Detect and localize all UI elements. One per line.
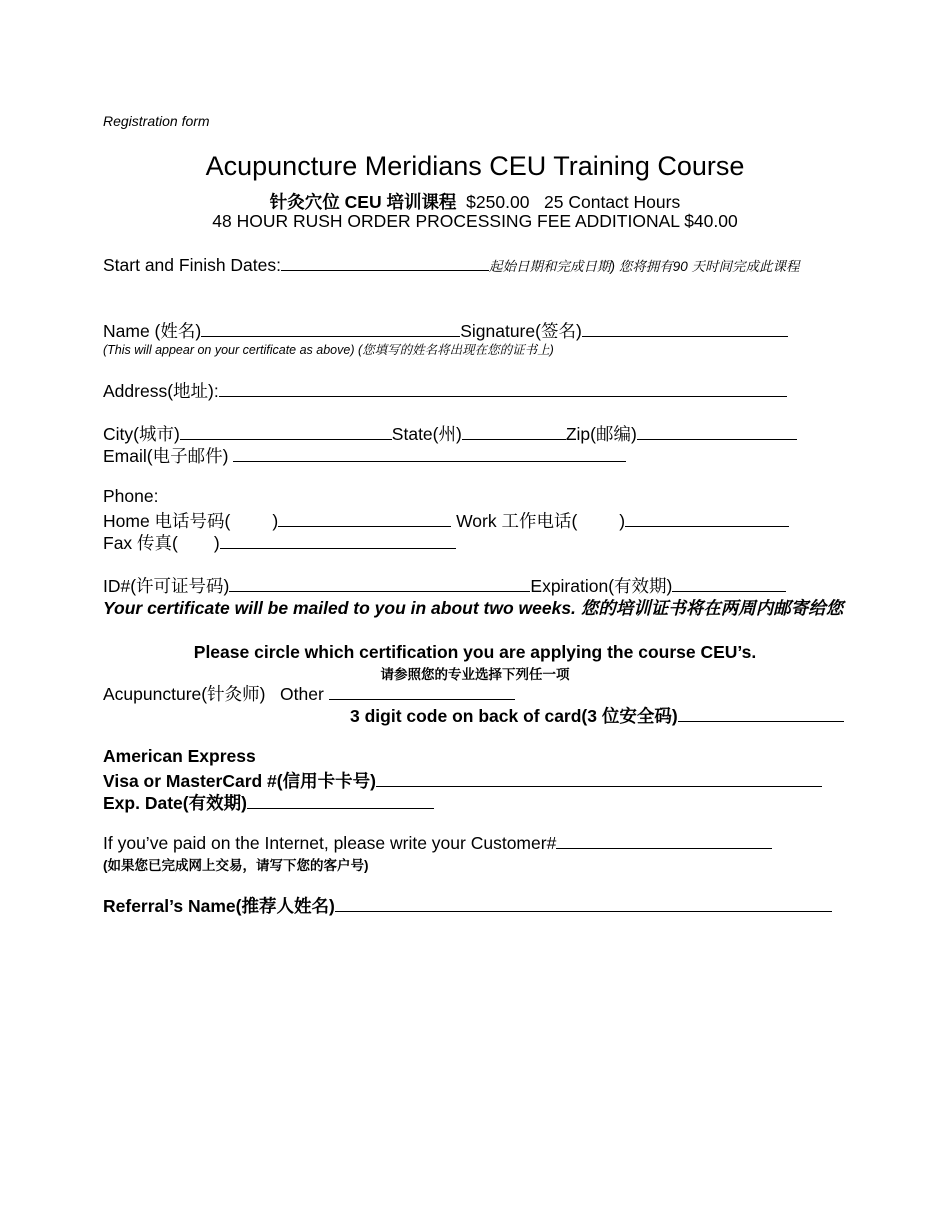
certification-prompt-cn: 请参照您的专业选择下列任一项 bbox=[380, 667, 570, 682]
address-label: Address(地址): bbox=[103, 381, 219, 401]
card-number-field[interactable] bbox=[376, 772, 822, 787]
fax-field[interactable] bbox=[220, 534, 456, 549]
id-field[interactable] bbox=[229, 577, 530, 592]
work-paren: ) bbox=[619, 511, 626, 531]
email-row bbox=[103, 443, 626, 468]
card-code-row bbox=[350, 703, 844, 728]
signature-label: Signature(签名) bbox=[460, 321, 582, 341]
email-label: Email(电子邮件) bbox=[103, 446, 229, 466]
dates-row bbox=[103, 255, 800, 276]
home-phone-field[interactable] bbox=[278, 512, 451, 527]
form-label: Registration form bbox=[103, 113, 210, 129]
state-field[interactable] bbox=[462, 425, 566, 440]
rush-notice: 48 HOUR RUSH ORDER PROCESSING FEE ADDITIONAL $40.00 bbox=[212, 211, 738, 231]
course-name-cn: 针灸穴位 CEU 培训课程 bbox=[269, 192, 457, 212]
dates-label: Start and Finish Dates: bbox=[103, 255, 281, 275]
expiration-field[interactable] bbox=[672, 577, 786, 592]
dates-note: 起始日期和完成日期) 您将拥有90 天时间完成此课程 bbox=[489, 259, 800, 274]
home-paren: ) bbox=[272, 511, 279, 531]
name-field[interactable] bbox=[201, 322, 460, 337]
page-title: Acupuncture Meridians CEU Training Course bbox=[205, 151, 745, 181]
exp-date-field[interactable] bbox=[247, 794, 434, 809]
home-phone-label: Home 电话号码( bbox=[103, 511, 231, 531]
zip-label: Zip(邮编) bbox=[565, 424, 637, 444]
course-price: $250.00 bbox=[466, 192, 530, 212]
referral-label: Referral’s Name(推荐人姓名) bbox=[103, 896, 335, 916]
card-code-field[interactable] bbox=[678, 707, 844, 722]
work-phone-field[interactable] bbox=[625, 512, 789, 527]
address-row bbox=[103, 378, 787, 403]
name-label: Name (姓名) bbox=[103, 321, 202, 341]
card-code-label: 3 digit code on back of card(3 位安全码) bbox=[350, 706, 678, 726]
city-field[interactable] bbox=[180, 425, 392, 440]
name-note: (This will appear on your certificate as above) (您填写的姓名将出现在您的证书上) bbox=[103, 343, 554, 357]
phone-label: Phone: bbox=[103, 486, 159, 506]
option-other[interactable]: Other bbox=[280, 684, 324, 704]
mail-notice: Your certificate will be mailed to you in about two weeks. 您的培训证书将在两周内邮寄给您 bbox=[103, 598, 844, 618]
fax-paren: ) bbox=[213, 533, 220, 553]
exp-date-row bbox=[103, 790, 434, 815]
option-acupuncture[interactable]: Acupuncture(针灸师) bbox=[103, 684, 266, 704]
customer-label: If you’ve paid on the Internet, please write your Customer# bbox=[103, 833, 557, 853]
work-phone-label: Work 工作电话( bbox=[456, 511, 578, 531]
referral-row bbox=[103, 893, 832, 918]
fax-row bbox=[103, 530, 456, 555]
customer-field[interactable] bbox=[556, 834, 772, 849]
address-field[interactable] bbox=[219, 382, 787, 397]
expiration-label: Expiration(有效期) bbox=[530, 576, 673, 596]
fax-label: Fax 传真( bbox=[103, 533, 178, 553]
other-field[interactable] bbox=[329, 685, 515, 700]
signature-field[interactable] bbox=[582, 322, 788, 337]
card-number-label: Visa or MasterCard #(信用卡卡号) bbox=[103, 771, 376, 791]
certification-prompt: Please circle which certification you are applying the course CEU’s. bbox=[193, 642, 757, 662]
city-label: City(城市) bbox=[103, 424, 180, 444]
exp-date-label: Exp. Date(有效期) bbox=[103, 793, 247, 813]
amex-option: American Express bbox=[103, 746, 256, 766]
customer-note: (如果您已完成网上交易，请写下您的客户号) bbox=[103, 858, 369, 873]
dates-field[interactable] bbox=[281, 256, 489, 271]
customer-row bbox=[103, 833, 772, 854]
id-label: ID#(许可证号码) bbox=[103, 576, 230, 596]
contact-hours: 25 Contact Hours bbox=[544, 192, 681, 212]
state-label: State(州) bbox=[391, 424, 462, 444]
zip-field[interactable] bbox=[637, 425, 797, 440]
email-field[interactable] bbox=[233, 447, 626, 462]
referral-field[interactable] bbox=[335, 897, 832, 912]
